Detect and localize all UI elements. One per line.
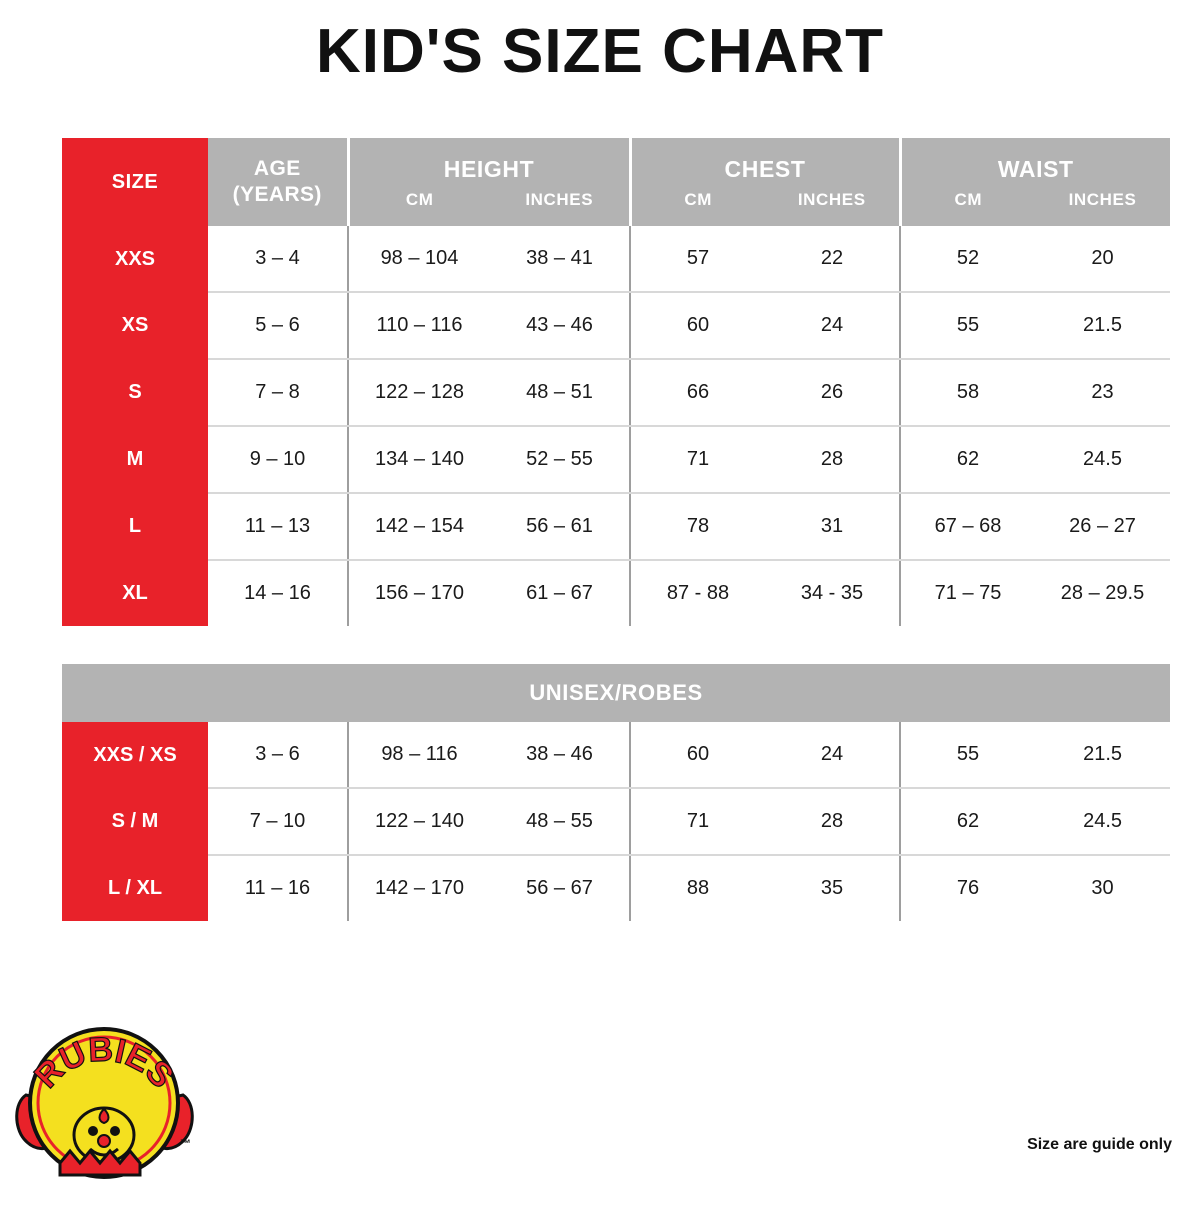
row-age: 5 – 6 [208, 292, 348, 359]
row-age: 14 – 16 [208, 560, 348, 626]
unisex-table-wrap [62, 664, 1138, 921]
row-age: 11 – 13 [208, 493, 348, 560]
row-size: XL [62, 560, 208, 626]
row-age: 7 – 8 [208, 359, 348, 426]
row-height-inches: 48 – 51 [490, 359, 630, 426]
row-height-cm: 134 – 140 [348, 426, 490, 493]
footer [0, 1018, 1200, 1218]
header-waist-inches: INCHES [1035, 189, 1170, 226]
row-height-inches: 48 – 55 [490, 788, 630, 855]
row-waist-cm: 55 [900, 292, 1035, 359]
row-height-cm: 142 – 170 [348, 855, 490, 921]
unisex-table-body [62, 722, 1170, 921]
header-height-cm: CM [348, 189, 490, 226]
row-height-cm: 122 – 128 [348, 359, 490, 426]
row-waist-inches: 24.5 [1035, 426, 1170, 493]
row-size: L / XL [62, 855, 208, 921]
trademark-symbol: ™ [180, 1138, 191, 1150]
row-chest-cm: 88 [630, 855, 765, 921]
rubies-logo-svg [12, 1023, 197, 1188]
svg-text:RUBIES: RUBIES [27, 1030, 181, 1096]
row-height-cm: 98 – 116 [348, 722, 490, 788]
row-waist-inches: 24.5 [1035, 788, 1170, 855]
table-row [62, 226, 1170, 292]
unisex-table-head [62, 664, 1170, 722]
row-waist-cm: 62 [900, 426, 1035, 493]
row-waist-inches: 21.5 [1035, 722, 1170, 788]
header-chest-cm: CM [630, 189, 765, 226]
table-row [62, 493, 1170, 560]
row-size: XXS / XS [62, 722, 208, 788]
row-waist-inches: 30 [1035, 855, 1170, 921]
row-age: 3 – 6 [208, 722, 348, 788]
row-chest-cm: 78 [630, 493, 765, 560]
table-row [62, 426, 1170, 493]
header-age-line2: (YEARS) [232, 183, 322, 207]
header-age [208, 138, 348, 226]
row-height-inches: 56 – 61 [490, 493, 630, 560]
row-waist-cm: 55 [900, 722, 1035, 788]
row-size: M [62, 426, 208, 493]
row-chest-cm: 71 [630, 788, 765, 855]
row-height-inches: 61 – 67 [490, 560, 630, 626]
row-waist-cm: 67 – 68 [900, 493, 1035, 560]
row-chest-inches: 24 [765, 292, 900, 359]
row-height-inches: 56 – 67 [490, 855, 630, 921]
row-age: 11 – 16 [208, 855, 348, 921]
row-height-inches: 52 – 55 [490, 426, 630, 493]
row-size: XS [62, 292, 208, 359]
row-height-cm: 122 – 140 [348, 788, 490, 855]
table-row [62, 788, 1170, 855]
row-waist-cm: 52 [900, 226, 1035, 292]
table-row [62, 560, 1170, 626]
row-chest-inches: 26 [765, 359, 900, 426]
row-height-cm: 110 – 116 [348, 292, 490, 359]
size-guide-note: Size are guide only [1027, 1136, 1172, 1153]
table-row [62, 359, 1170, 426]
header-height: HEIGHT [348, 138, 630, 189]
header-chest: CHEST [630, 138, 900, 189]
row-chest-cm: 60 [630, 292, 765, 359]
row-size: L [62, 493, 208, 560]
row-age: 7 – 10 [208, 788, 348, 855]
rubies-logo [12, 1023, 197, 1188]
main-size-table-wrap [62, 138, 1145, 626]
row-age: 9 – 10 [208, 426, 348, 493]
row-waist-cm: 62 [900, 788, 1035, 855]
row-height-inches: 43 – 46 [490, 292, 630, 359]
row-height-cm: 98 – 104 [348, 226, 490, 292]
row-chest-inches: 35 [765, 855, 900, 921]
table-spacer [0, 626, 1200, 664]
row-waist-inches: 20 [1035, 226, 1170, 292]
row-waist-inches: 28 – 29.5 [1035, 560, 1170, 626]
header-waist: WAIST [900, 138, 1170, 189]
row-height-cm: 156 – 170 [348, 560, 490, 626]
row-chest-cm: 66 [630, 359, 765, 426]
row-height-inches: 38 – 41 [490, 226, 630, 292]
row-waist-inches: 26 – 27 [1035, 493, 1170, 560]
row-chest-cm: 60 [630, 722, 765, 788]
row-chest-cm: 57 [630, 226, 765, 292]
row-size: XXS [62, 226, 208, 292]
row-waist-inches: 21.5 [1035, 292, 1170, 359]
page-title: KID'S SIZE CHART [315, 17, 885, 86]
table-row [62, 855, 1170, 921]
header-size: SIZE [62, 138, 208, 226]
table-row [62, 292, 1170, 359]
row-waist-inches: 23 [1035, 359, 1170, 426]
row-waist-cm: 71 – 75 [900, 560, 1035, 626]
row-waist-cm: 58 [900, 359, 1035, 426]
row-chest-inches: 34 - 35 [765, 560, 900, 626]
size-chart-page [0, 18, 1200, 1218]
main-size-table [62, 138, 1170, 626]
row-chest-cm: 71 [630, 426, 765, 493]
row-chest-cm: 87 - 88 [630, 560, 765, 626]
header-waist-cm: CM [900, 189, 1035, 226]
table-row [62, 722, 1170, 788]
row-chest-inches: 28 [765, 426, 900, 493]
header-chest-inches: INCHES [765, 189, 900, 226]
header-unisex-robes: UNISEX/ROBES [62, 664, 1170, 722]
header-height-inches: INCHES [490, 189, 630, 226]
row-height-cm: 142 – 154 [348, 493, 490, 560]
row-size: S / M [62, 788, 208, 855]
row-chest-inches: 31 [765, 493, 900, 560]
main-table-head [62, 138, 1170, 226]
row-chest-inches: 22 [765, 226, 900, 292]
row-height-inches: 38 – 46 [490, 722, 630, 788]
row-waist-cm: 76 [900, 855, 1035, 921]
row-age: 3 – 4 [208, 226, 348, 292]
row-size: S [62, 359, 208, 426]
unisex-size-table [62, 664, 1170, 921]
main-table-body [62, 226, 1170, 626]
row-chest-inches: 24 [765, 722, 900, 788]
header-age-line1: AGE [253, 156, 301, 180]
row-chest-inches: 28 [765, 788, 900, 855]
